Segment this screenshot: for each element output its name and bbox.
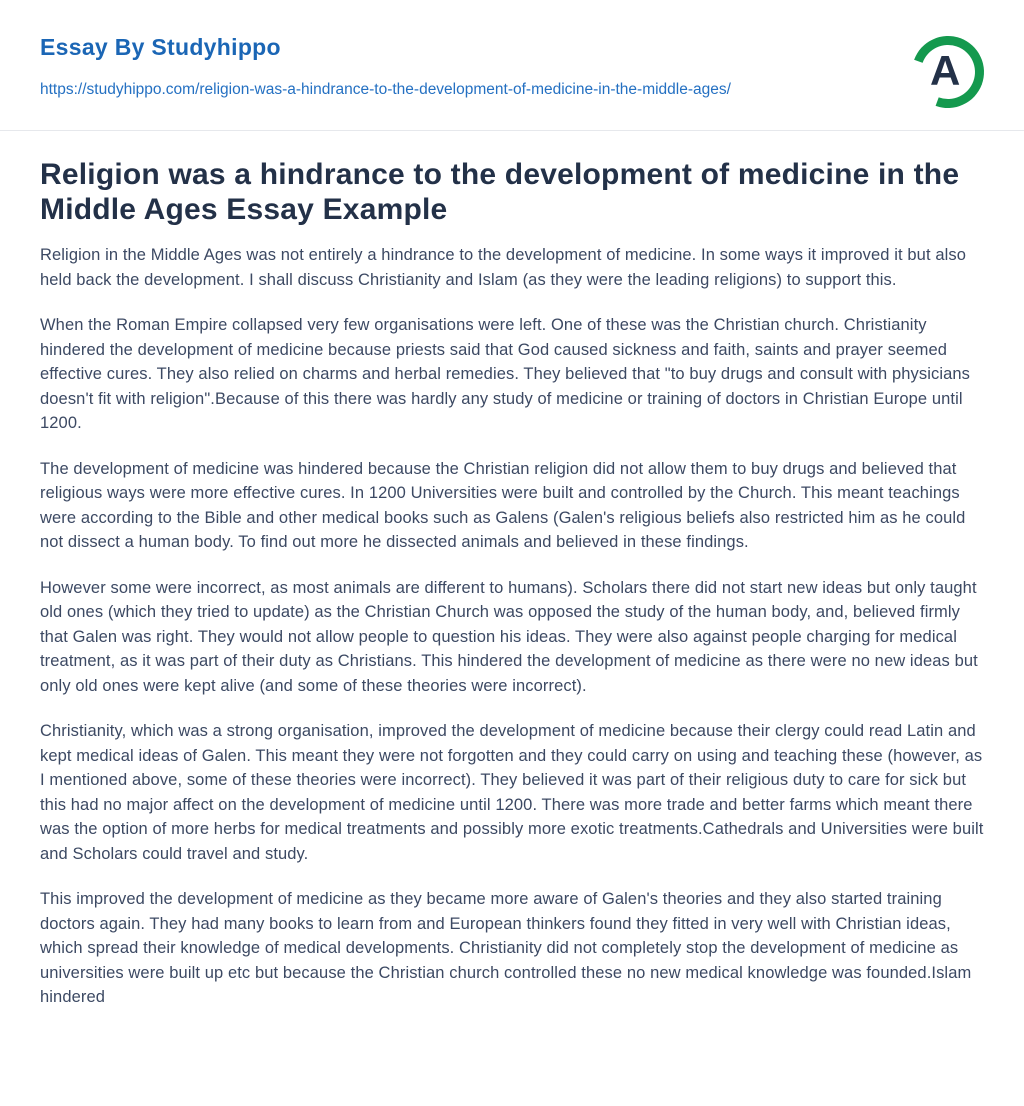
header-text-block — [40, 34, 731, 101]
byline: Essay By Studyhippo — [40, 34, 281, 60]
logo-letter: A — [929, 47, 961, 95]
studyhippo-logo — [912, 36, 984, 108]
essay-paragraph: Religion in the Middle Ages was not entirely a hindrance to the development of medicine. In some ways it improved it but also held back the development. I shall discuss Christianity and Islam (as they were the leading religions) to support this. — [40, 246, 966, 289]
page-header — [0, 0, 1024, 131]
source-url-link[interactable]: https://studyhippo.com/religion-was-a-hindrance-to-the-development-of-medicine-in-the-middle-ages/ — [40, 81, 731, 98]
essay-paragraph: Christianity, which was a strong organisation, improved the development of medicine because their clergy could read Latin and kept medical ideas of Galen. This meant they were not forgotten and they could carry on using and teaching these (however, as I mentioned above, some of these theories were incorrect). They believed it was part of their religious duty to care for sick but this had no major affect on the development of medicine until 1200. There was more trade and better farms which meant there was the option of more herbs for medical treatments and possibly more exotic treatments.Cathedrals and Universities were built and Scholars could travel and study. — [40, 722, 984, 863]
article — [0, 131, 1024, 1050]
essay-paragraph: When the Roman Empire collapsed very few organisations were left. One of these was the Christian church. Christianity hindered the development of medicine because priests said that God caused sickness and faith, saints and prayer seemed effective cures. They also relied on charms and herbal remedies. They believed that "to buy drugs and consult with physicians doesn't fit with religion".Because of this there was hardly any study of medicine or training of doctors in Christian Europe until 1200. — [40, 316, 971, 432]
essay-paragraph: However some were incorrect, as most animals are different to humans). Scholars there did not start new ideas but only taught old ones (which they tried to update) as the Christian Church was opposed the study of the human body, and, believed firmly that Galen was right. They would not allow people to question his ideas. They were also against people charging for medical treatment, as it was part of their duty as Christians. This hindered the development of medicine as there were no new ideas but only old ones were kept alive (and some of these theories were incorrect). — [40, 578, 978, 695]
page-title: Religion was a hindrance to the development of medicine in the Middle Ages Essay Example — [40, 158, 960, 226]
essay-paragraph: The development of medicine was hindered because the Christian religion did not allow them to buy drugs and believed that religious ways were more effective cures. In 1200 Universities were built and controlled by the Church. This meant teachings were according to the Bible and other medical books such as Galens (Galen's religious beliefs also restricted him as he could not dissect a human body. To find out more he dissected animals and believed in these findings. — [40, 459, 966, 551]
essay-paragraph: This improved the development of medicine as they became more aware of Galen's theories and they also started training doctors again. They had many books to learn from and European thinkers found they fitted in very well with Christian ideas, which spread their knowledge of medical developments. Christianity did not completely stop the development of medicine as universities were built up etc but because the Christian church controlled these no new medical knowledge was founded.Islam hindered — [40, 890, 972, 1006]
essay-body — [40, 243, 984, 1010]
